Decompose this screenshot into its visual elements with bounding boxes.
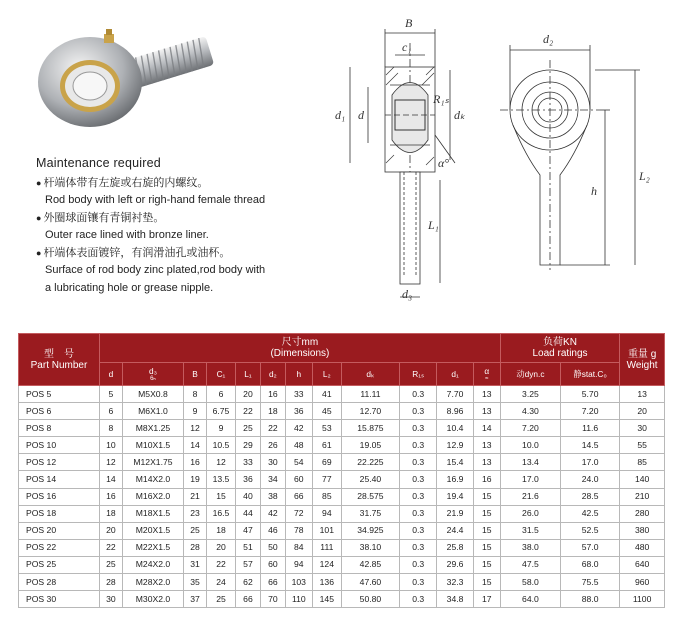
table-cell: 4.30: [500, 403, 560, 420]
table-cell: 31.75: [341, 505, 399, 522]
table-cell: M20X1.5: [122, 522, 183, 539]
table-cell: 101: [312, 522, 341, 539]
table-cell: M22X1.5: [122, 539, 183, 556]
table-cell: 75.5: [561, 574, 620, 591]
table-cell: 17.0: [561, 454, 620, 471]
table-cell: 36: [236, 471, 261, 488]
table-cell: 140: [620, 471, 665, 488]
table-cell: 38.0: [500, 539, 560, 556]
table-cell: 26: [260, 437, 285, 454]
table-cell: 7.20: [561, 403, 620, 420]
table-cell: 0.3: [400, 437, 437, 454]
table-cell: 38.10: [341, 539, 399, 556]
weight-header-zh: 重量 g: [627, 348, 657, 360]
table-cell: 7.20: [500, 420, 560, 437]
table-cell: 11.11: [341, 386, 399, 403]
table-cell: 145: [312, 591, 341, 608]
table-cell: 11.6: [561, 420, 620, 437]
table-cell: POS 12: [19, 454, 100, 471]
table-cell: 24: [206, 574, 235, 591]
table-cell: 72: [285, 505, 312, 522]
table-cell: POS 22: [19, 539, 100, 556]
maintenance-notes: [36, 155, 336, 297]
table-cell: 66: [260, 574, 285, 591]
load-header-en: Load ratings: [532, 348, 588, 359]
col-h: h: [285, 363, 312, 386]
table-cell: 15: [473, 505, 500, 522]
label-B: B: [405, 16, 413, 30]
table-row: [19, 556, 665, 573]
table-cell: 28: [184, 539, 207, 556]
front-view-drawing: [495, 25, 675, 290]
table-cell: 18: [206, 522, 235, 539]
weight-header: [620, 334, 665, 386]
table-cell: 42: [285, 420, 312, 437]
col-alpha: [473, 363, 500, 386]
col-d3-sub: 6ₕ: [150, 375, 156, 382]
table-cell: 15: [473, 539, 500, 556]
table-cell: 3.25: [500, 386, 560, 403]
table-cell: 47: [236, 522, 261, 539]
rod-end-bearing-photo: [30, 20, 230, 140]
table-cell: 0.3: [400, 471, 437, 488]
col-R: R₁ₛ: [400, 363, 437, 386]
table-cell: 22: [206, 556, 235, 573]
table-cell: 19: [184, 471, 207, 488]
table-cell: 16: [473, 471, 500, 488]
table-cell: POS 20: [19, 522, 100, 539]
table-cell: 20: [99, 522, 122, 539]
table-cell: 136: [312, 574, 341, 591]
table-cell: 42: [260, 505, 285, 522]
table-cell: POS 8: [19, 420, 100, 437]
table-cell: 31.5: [500, 522, 560, 539]
table-cell: 16: [99, 488, 122, 505]
table-cell: 35: [184, 574, 207, 591]
table-cell: 0.3: [400, 591, 437, 608]
table-cell: 15: [473, 556, 500, 573]
col-dyn: 动dyn.c: [500, 363, 560, 386]
dims-header-en: (Dimensions): [270, 348, 330, 359]
table-cell: 25: [206, 591, 235, 608]
table-cell: 29: [236, 437, 261, 454]
table-cell: POS 6: [19, 403, 100, 420]
col-alpha-label: α: [484, 365, 490, 376]
label-c1: c₁: [402, 40, 412, 54]
table-cell: 50: [260, 539, 285, 556]
table-cell: 50.80: [341, 591, 399, 608]
table-cell: 57.0: [561, 539, 620, 556]
table-cell: M10X1.5: [122, 437, 183, 454]
table-cell: 10: [99, 437, 122, 454]
table-cell: 42.85: [341, 556, 399, 573]
col-d3-label: d₃: [148, 365, 157, 376]
table-cell: 30: [620, 420, 665, 437]
table-cell: 0.3: [400, 454, 437, 471]
table-cell: 78: [285, 522, 312, 539]
table-cell: 17.0: [500, 471, 560, 488]
table-cell: 32.3: [437, 574, 473, 591]
table-cell: 94: [312, 505, 341, 522]
table-cell: 14: [99, 471, 122, 488]
table-cell: 85: [312, 488, 341, 505]
cross-section-drawing: [330, 15, 500, 305]
table-cell: 42.5: [561, 505, 620, 522]
label-d1: d₁: [335, 108, 346, 122]
table-row: [19, 420, 665, 437]
table-cell: 29.6: [437, 556, 473, 573]
col-stat: 静stat.C₀: [561, 363, 620, 386]
col-d2: d₂: [260, 363, 285, 386]
table-cell: 46: [260, 522, 285, 539]
table-cell: 16.9: [437, 471, 473, 488]
table-cell: 33: [285, 386, 312, 403]
table-cell: 280: [620, 505, 665, 522]
table-cell: 16.5: [206, 505, 235, 522]
table-cell: 0.3: [400, 522, 437, 539]
label-alpha: α°: [438, 156, 450, 170]
table-cell: 37: [184, 591, 207, 608]
col-d: d: [99, 363, 122, 386]
table-cell: 480: [620, 539, 665, 556]
table-cell: 88.0: [561, 591, 620, 608]
table-cell: 0.3: [400, 556, 437, 573]
table-cell: 19.05: [341, 437, 399, 454]
table-cell: 960: [620, 574, 665, 591]
table-cell: 48: [285, 437, 312, 454]
table-cell: 0.3: [400, 574, 437, 591]
table-cell: 94: [285, 556, 312, 573]
table-cell: 53: [312, 420, 341, 437]
table-cell: 13.4: [500, 454, 560, 471]
table-cell: M6X1.0: [122, 403, 183, 420]
table-cell: POS 14: [19, 471, 100, 488]
table-cell: 70: [260, 591, 285, 608]
note-en-1: Rod body with left or righ-hand female thread: [45, 194, 266, 206]
table-cell: 13: [473, 386, 500, 403]
table-cell: M30X2.0: [122, 591, 183, 608]
table-cell: 7.70: [437, 386, 473, 403]
col-d3: [122, 363, 183, 386]
table-cell: 12: [206, 454, 235, 471]
table-cell: 58.0: [500, 574, 560, 591]
table-cell: 18: [260, 403, 285, 420]
table-cell: POS 25: [19, 556, 100, 573]
table-cell: 16: [260, 386, 285, 403]
part-header-zh: 型 号: [43, 348, 74, 360]
col-B: B: [184, 363, 207, 386]
table-cell: 47.60: [341, 574, 399, 591]
table-row: [19, 386, 665, 403]
table-cell: 84: [285, 539, 312, 556]
table-cell: 40: [236, 488, 261, 505]
table-cell: 18: [99, 505, 122, 522]
table-cell: 0.3: [400, 420, 437, 437]
table-cell: 6: [206, 386, 235, 403]
note-en-3: Surface of rod body zinc plated,rod body with: [45, 264, 266, 276]
table-cell: 25.8: [437, 539, 473, 556]
table-row: [19, 403, 665, 420]
notes-heading: Maintenance required: [36, 156, 161, 170]
table-cell: M12X1.75: [122, 454, 183, 471]
table-cell: 15: [473, 574, 500, 591]
load-ratings-header: [500, 334, 619, 363]
note-en-2: Outer race lined with bronze liner.: [45, 229, 209, 241]
table-cell: POS 5: [19, 386, 100, 403]
label-dk: dₖ: [454, 108, 466, 122]
table-cell: 13: [473, 437, 500, 454]
table-cell: 15: [206, 488, 235, 505]
table-cell: 57: [236, 556, 261, 573]
table-row: [19, 437, 665, 454]
table-cell: 51: [236, 539, 261, 556]
table-cell: 55: [620, 437, 665, 454]
table-cell: M24X2.0: [122, 556, 183, 573]
table-cell: 111: [312, 539, 341, 556]
table-cell: 34.925: [341, 522, 399, 539]
label-d3: d₃: [402, 287, 413, 301]
table-cell: 61: [312, 437, 341, 454]
table-cell: 6: [99, 403, 122, 420]
table-cell: M16X2.0: [122, 488, 183, 505]
note-en-3b: a lubricating hole or grease nipple.: [45, 281, 214, 294]
table-cell: M18X1.5: [122, 505, 183, 522]
table-cell: 52.5: [561, 522, 620, 539]
table-row: [19, 471, 665, 488]
table-cell: 640: [620, 556, 665, 573]
table-cell: 6.75: [206, 403, 235, 420]
table-cell: 66: [236, 591, 261, 608]
table-row: [19, 591, 665, 608]
label-L1: L₁: [428, 218, 439, 232]
table-cell: 15: [473, 522, 500, 539]
table-cell: 19.4: [437, 488, 473, 505]
table-cell: 60: [285, 471, 312, 488]
table-cell: 10.0: [500, 437, 560, 454]
table-cell: 14: [473, 420, 500, 437]
table-cell: 22: [99, 539, 122, 556]
table-cell: 66: [285, 488, 312, 505]
table-cell: M8X1.25: [122, 420, 183, 437]
label-R: R₁ₛ: [433, 92, 449, 106]
table-cell: 14: [184, 437, 207, 454]
table-cell: M28X2.0: [122, 574, 183, 591]
table-cell: 31: [184, 556, 207, 573]
table-cell: POS 16: [19, 488, 100, 505]
table-cell: 210: [620, 488, 665, 505]
dimensions-header: [99, 334, 500, 363]
table-cell: 20: [206, 539, 235, 556]
table-cell: 8: [184, 386, 207, 403]
note-zh-2: ● 外圈球面镶有青铜衬垫。: [36, 210, 336, 228]
col-L1: L₁: [236, 363, 261, 386]
table-cell: 22: [260, 420, 285, 437]
table-cell: 103: [285, 574, 312, 591]
table-cell: 16: [184, 454, 207, 471]
table-cell: 14.5: [561, 437, 620, 454]
part-number-header: [19, 334, 100, 386]
table-cell: 380: [620, 522, 665, 539]
table-cell: 25: [99, 556, 122, 573]
table-cell: 20: [236, 386, 261, 403]
col-dk: dₖ: [341, 363, 399, 386]
table-cell: 28: [99, 574, 122, 591]
table-cell: 24.0: [561, 471, 620, 488]
table-cell: 15.875: [341, 420, 399, 437]
dims-header-zh: 尺寸mm: [281, 337, 319, 348]
table-cell: 15: [473, 488, 500, 505]
col-alpha-sub: ≈: [485, 375, 489, 382]
table-cell: 0.3: [400, 403, 437, 420]
col-d1: d₁: [437, 363, 473, 386]
table-cell: 28.5: [561, 488, 620, 505]
table-cell: 25: [184, 522, 207, 539]
table-cell: 60: [260, 556, 285, 573]
table-row: [19, 505, 665, 522]
label-d2: d₂: [543, 32, 554, 46]
table-cell: 15.4: [437, 454, 473, 471]
table-cell: 17: [473, 591, 500, 608]
table-cell: 25: [236, 420, 261, 437]
table-cell: 13: [473, 454, 500, 471]
table-cell: 8: [99, 420, 122, 437]
table-row: [19, 539, 665, 556]
table-cell: 44: [236, 505, 261, 522]
table-cell: 69: [312, 454, 341, 471]
table-cell: 0.3: [400, 386, 437, 403]
table-cell: M14X2.0: [122, 471, 183, 488]
specification-table: [18, 333, 665, 608]
label-d: d: [358, 108, 364, 122]
table-cell: 5.70: [561, 386, 620, 403]
table-cell: 28.575: [341, 488, 399, 505]
table-cell: M5X0.8: [122, 386, 183, 403]
table-cell: 12: [184, 420, 207, 437]
table-row: [19, 574, 665, 591]
part-header-en: Part Number: [30, 359, 88, 371]
table-cell: 9: [206, 420, 235, 437]
table-cell: 22: [236, 403, 261, 420]
table-cell: 41: [312, 386, 341, 403]
table-cell: 34: [260, 471, 285, 488]
table-cell: 0.3: [400, 539, 437, 556]
table-cell: 9: [184, 403, 207, 420]
table-cell: 20: [620, 403, 665, 420]
table-cell: 12: [99, 454, 122, 471]
table-cell: 10.4: [437, 420, 473, 437]
table-cell: 1100: [620, 591, 665, 608]
table-cell: 30: [260, 454, 285, 471]
table-cell: 21.6: [500, 488, 560, 505]
table-cell: 30: [99, 591, 122, 608]
table-cell: 68.0: [561, 556, 620, 573]
table-row: [19, 488, 665, 505]
col-L2: L₂: [312, 363, 341, 386]
table-cell: 26.0: [500, 505, 560, 522]
table-cell: 24.4: [437, 522, 473, 539]
table-cell: 12.9: [437, 437, 473, 454]
table-cell: 85: [620, 454, 665, 471]
table-cell: 36: [285, 403, 312, 420]
table-cell: 124: [312, 556, 341, 573]
weight-header-en: Weight: [626, 359, 658, 371]
load-header-zh: 负荷KN: [543, 337, 577, 348]
table-cell: 21.9: [437, 505, 473, 522]
label-L2: L₂: [639, 169, 650, 183]
table-cell: 45: [312, 403, 341, 420]
table-cell: 23: [184, 505, 207, 522]
table-cell: POS 30: [19, 591, 100, 608]
table-cell: 33: [236, 454, 261, 471]
note-zh-3: ● 杆端体表面镀锌，有润滑油孔或油杯。: [36, 245, 336, 263]
table-cell: 13.5: [206, 471, 235, 488]
table-cell: 10.5: [206, 437, 235, 454]
table-cell: 8.96: [437, 403, 473, 420]
table-cell: 25.40: [341, 471, 399, 488]
table-cell: 47.5: [500, 556, 560, 573]
table-cell: POS 28: [19, 574, 100, 591]
col-C1: C₁: [206, 363, 235, 386]
table-cell: POS 10: [19, 437, 100, 454]
table-cell: 110: [285, 591, 312, 608]
table-cell: 13: [620, 386, 665, 403]
table-cell: 38: [260, 488, 285, 505]
table-cell: 64.0: [500, 591, 560, 608]
table-cell: 21: [184, 488, 207, 505]
table-cell: 62: [236, 574, 261, 591]
table-cell: POS 18: [19, 505, 100, 522]
table-cell: 0.3: [400, 488, 437, 505]
table-cell: 5: [99, 386, 122, 403]
label-h: h: [591, 184, 597, 198]
table-cell: 13: [473, 403, 500, 420]
table-row: [19, 522, 665, 539]
note-zh-1: ● 杆端体带有左旋或右旋的内螺纹。: [36, 175, 336, 193]
table-cell: 12.70: [341, 403, 399, 420]
table-cell: 34.8: [437, 591, 473, 608]
table-row: [19, 454, 665, 471]
table-cell: 0.3: [400, 505, 437, 522]
table-cell: 54: [285, 454, 312, 471]
table-cell: 22.225: [341, 454, 399, 471]
table-cell: 77: [312, 471, 341, 488]
